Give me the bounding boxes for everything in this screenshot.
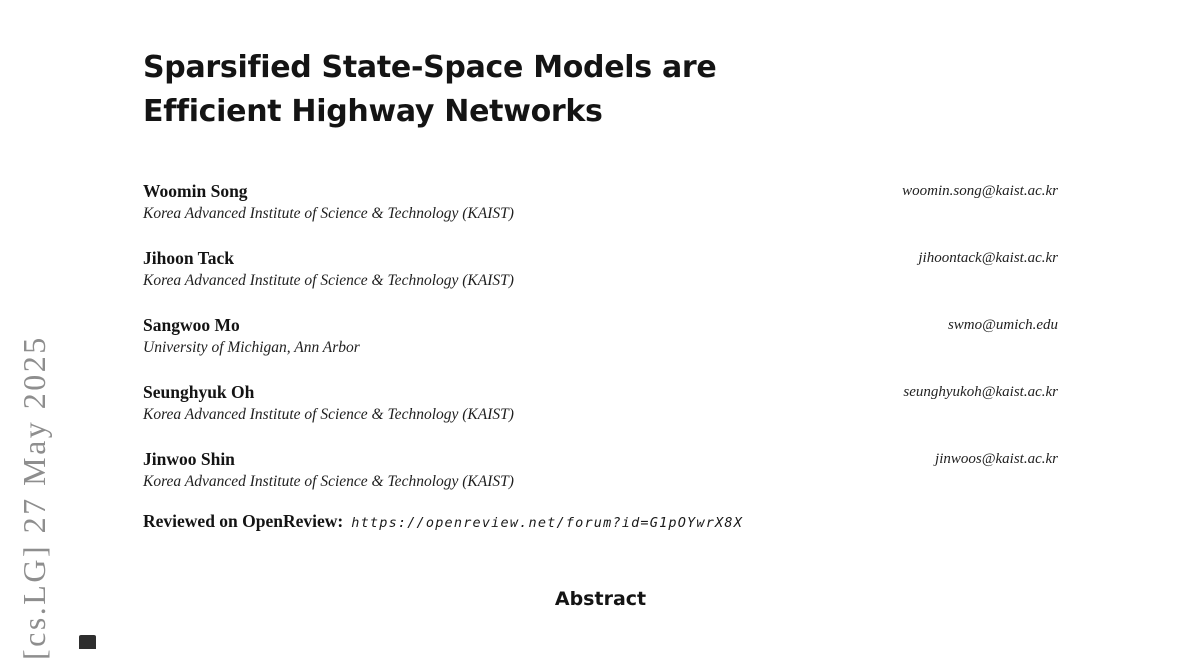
arxiv-category-date-stamp: [cs.LG] 27 May 2025 [16,335,52,660]
author-block [143,315,1058,357]
cutoff-text-fragment [79,635,96,649]
title-line-2: Efficient Highway Networks [143,94,603,129]
openreview-line [143,511,743,532]
author-name: Sangwoo Mo [143,315,240,335]
page-title [143,46,716,134]
author-name: Woomin Song [143,181,248,201]
author-email: swmo@umich.edu [947,317,1058,333]
openreview-url-link[interactable]: https://openreview.net/forum?id=G1pOYwrX8X [351,515,744,531]
author-email: jihoontack@kaist.ac.kr [918,250,1058,266]
author-email: woomin.song@kaist.ac.kr [902,183,1058,199]
author-name: Seunghyuk Oh [143,382,255,402]
title-line-1: Sparsified State-Space Models are [143,50,717,85]
author-block [143,248,1058,290]
abstract-heading: Abstract [554,588,647,610]
openreview-label: Reviewed on OpenReview: [143,511,344,531]
author-name: Jinwoo Shin [143,449,235,469]
author-affiliation: Korea Advanced Institute of Science & Technology (KAIST) [143,272,514,289]
author-affiliation: Korea Advanced Institute of Science & Technology (KAIST) [143,406,514,423]
author-affiliation: Korea Advanced Institute of Science & Technology (KAIST) [143,205,514,222]
author-email: seunghyukoh@kaist.ac.kr [903,384,1058,400]
author-block [143,449,1058,491]
author-affiliation: Korea Advanced Institute of Science & Technology (KAIST) [143,473,514,490]
author-block [143,382,1058,424]
author-affiliation: University of Michigan, Ann Arbor [143,339,360,356]
author-name: Jihoon Tack [143,248,234,268]
author-block [143,181,1058,223]
author-email: jinwoos@kaist.ac.kr [935,451,1058,467]
